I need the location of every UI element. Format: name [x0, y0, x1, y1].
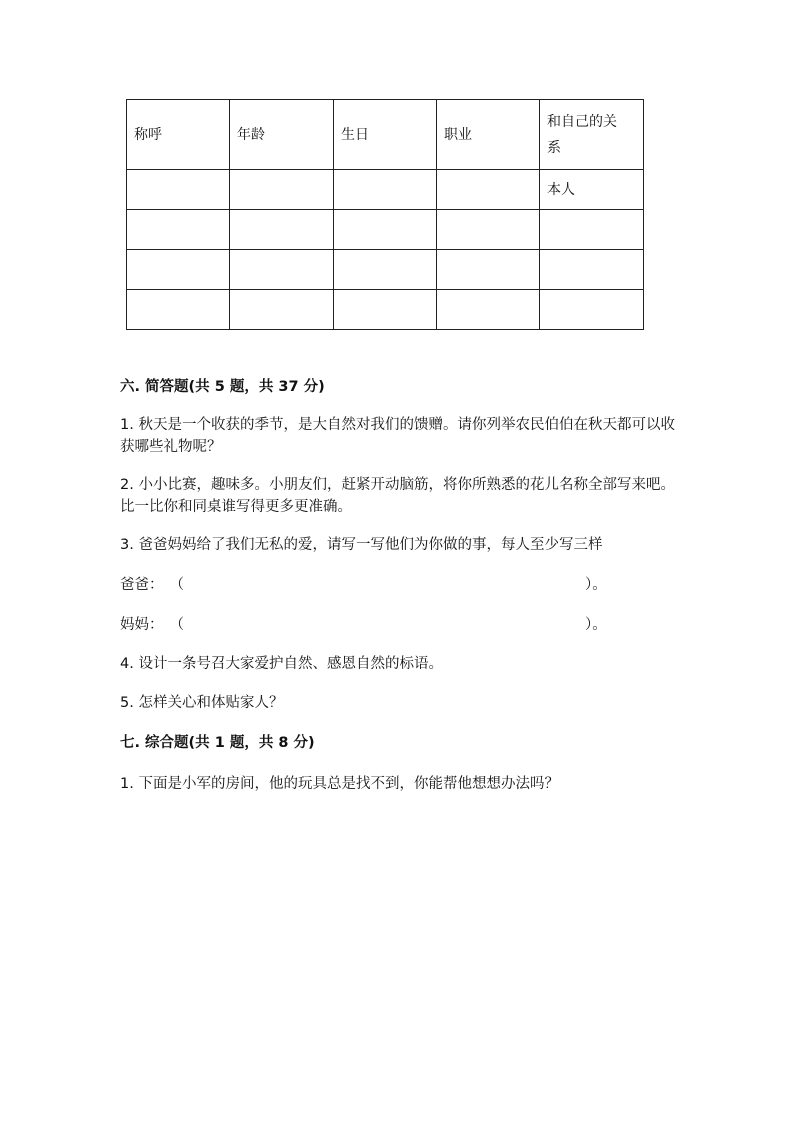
table-cell[interactable]: [540, 210, 644, 250]
table-cell[interactable]: [437, 250, 540, 290]
table-cell[interactable]: [437, 210, 540, 250]
table-cell[interactable]: [230, 170, 334, 210]
section-7-title: 七. 综合题(共 1 题，共 8 分): [120, 735, 315, 751]
question-6-5: 5. 怎样关心和体贴家人？: [120, 695, 284, 711]
header-cell-title: 称呼: [127, 100, 230, 170]
header-cell-birthday: 生日: [334, 100, 437, 170]
section-6-title: 六. 简答题(共 5 题，共 37 分): [120, 379, 325, 395]
table-cell[interactable]: [127, 290, 230, 330]
table-cell[interactable]: [334, 290, 437, 330]
dad-open-paren: （: [169, 577, 184, 593]
dad-answer-line: [120, 574, 620, 596]
question-6-2: 2. 小小比赛，趣味多。小朋友们，赶紧开动脑筋，将你所熟悉的花儿名称全部写来吧。比一比你和同桌谁写得更多更准确。: [120, 477, 675, 515]
header-cell-relation: 和自己的关系: [540, 100, 644, 170]
dad-close-paren: ）。: [585, 577, 607, 593]
table-cell[interactable]: [127, 210, 230, 250]
header-cell-job: 职业: [437, 100, 540, 170]
table-cell[interactable]: [334, 210, 437, 250]
mom-answer-line: [120, 614, 620, 636]
table-row: [127, 250, 644, 290]
dad-label: 爸爸：: [120, 577, 164, 593]
family-info-table: [126, 99, 644, 330]
table-cell[interactable]: [230, 250, 334, 290]
table-cell[interactable]: [437, 290, 540, 330]
table-cell: 本人: [540, 170, 644, 210]
header-cell-age: 年龄: [230, 100, 334, 170]
table-cell[interactable]: [127, 170, 230, 210]
question-6-4: 4. 设计一条号召大家爱护自然、感恩自然的标语。: [120, 656, 443, 672]
table-cell[interactable]: [127, 250, 230, 290]
table-cell[interactable]: [334, 250, 437, 290]
question-7-1: 1. 下面是小军的房间，他的玩具总是找不到，你能帮他想想办法吗？: [120, 776, 559, 792]
table-cell[interactable]: [540, 290, 644, 330]
question-6-1: 1. 秋天是一个收获的季节，是大自然对我们的馈赠。请你列举农民伯伯在秋天都可以收获哪些礼物呢？: [120, 417, 675, 455]
table-cell[interactable]: [540, 250, 644, 290]
table-cell[interactable]: [334, 170, 437, 210]
table-cell[interactable]: [230, 210, 334, 250]
table-cell[interactable]: [437, 170, 540, 210]
table-header-row: [127, 100, 644, 170]
question-6-3: 3. 爸爸妈妈给了我们无私的爱，请写一写他们为你做的事，每人至少写三样: [120, 537, 603, 553]
table-row: [127, 290, 644, 330]
mom-label: 妈妈：: [120, 617, 164, 633]
table-row: [127, 170, 644, 210]
mom-close-paren: ）。: [585, 617, 607, 633]
table-row: [127, 210, 644, 250]
mom-open-paren: （: [169, 617, 184, 633]
table-cell[interactable]: [230, 290, 334, 330]
